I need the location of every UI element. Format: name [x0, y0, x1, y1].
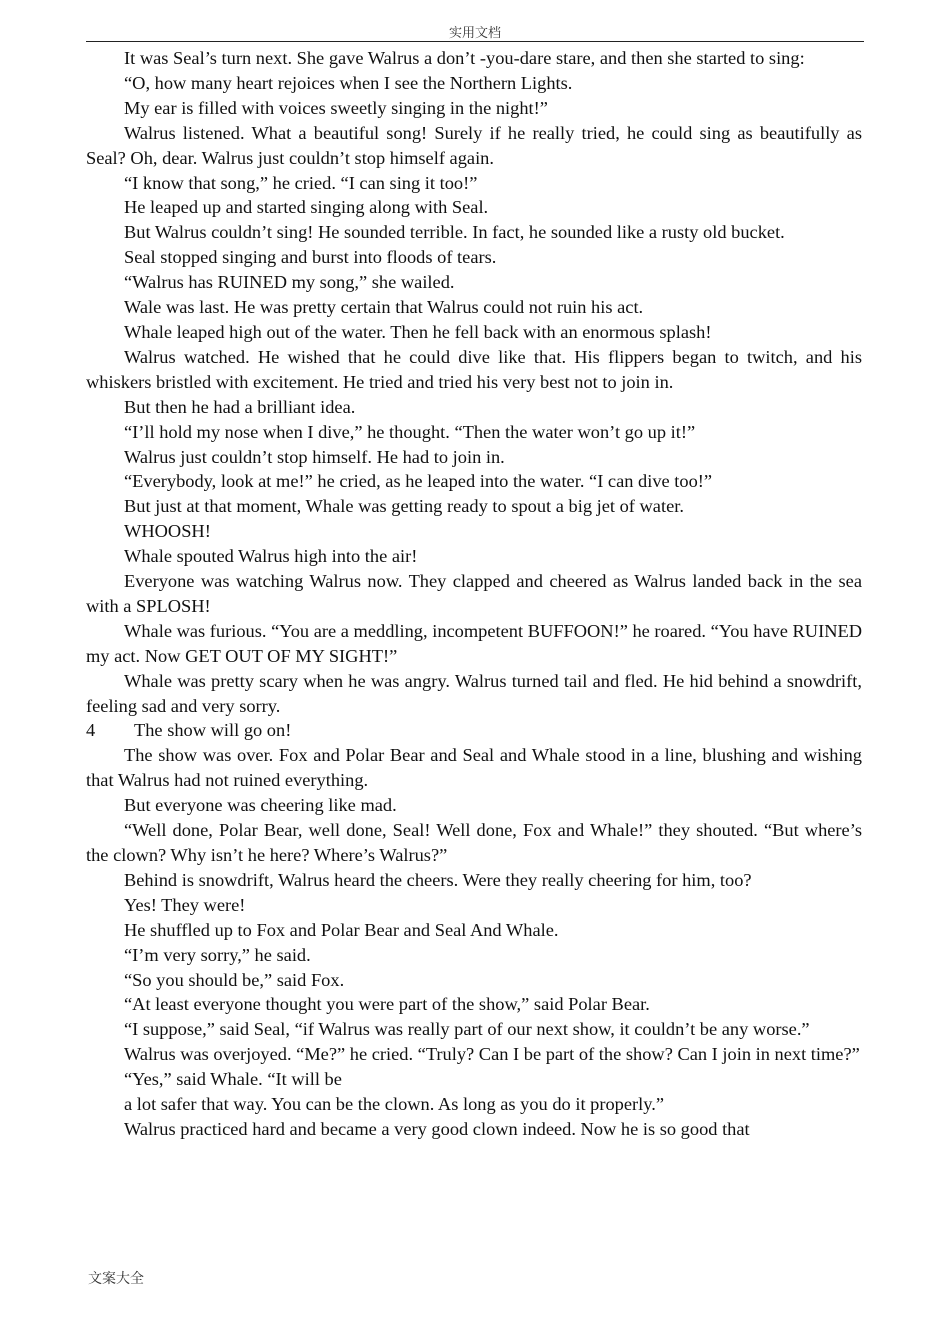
paragraph: “Well done, Polar Bear, well done, Seal! Well done, Fox and Whale!” they shouted. “But where’s the clown? Why isn’t he here? Where’s Walrus?” — [86, 820, 862, 865]
paragraph: Behind is snowdrift, Walrus heard the cheers. Were they really cheering for him, too? — [124, 869, 752, 890]
paragraph: WHOOSH! — [124, 521, 211, 542]
page-header: 实用文档 — [448, 25, 501, 40]
section-heading — [86, 718, 862, 743]
paragraph: He shuffled up to Fox and Polar Bear and Seal And Whale. — [124, 919, 559, 940]
paragraph: “I’m very sorry,” he said. — [124, 944, 311, 965]
paragraph: “Yes,” said Whale. “It will be — [124, 1069, 342, 1090]
page-footer: 文案大全 — [88, 1272, 144, 1287]
paragraph: Yes! They were! — [124, 894, 246, 915]
paragraph: Whale was pretty scary when he was angry. Walrus turned tail and fled. He hid behind a snowdrift, feeling sad and very sorry. — [86, 670, 862, 716]
document-body — [86, 46, 862, 1142]
paragraph: Whale spouted Walrus high into the air! — [124, 546, 418, 567]
paragraph: “Walrus has RUINED my song,” she wailed. — [124, 272, 455, 293]
section-number: 4 — [86, 720, 96, 741]
paragraph: a lot safer that way. You can be the clown. As long as you do it properly.” — [124, 1094, 665, 1115]
paragraph: It was Seal’s turn next. She gave Walrus a don’t -you-dare stare, and then she started to sing: — [124, 48, 805, 68]
paragraph: Wale was last. He was pretty certain that Walrus could not ruin his act. — [124, 297, 644, 318]
paragraph: But then he had a brilliant idea. — [124, 396, 356, 417]
paragraph: “I know that song,” he cried. “I can sing it too!” — [124, 172, 478, 193]
paragraph: The show was over. Fox and Polar Bear and Seal and Whale stood in a line, blushing and wishing that Walrus had not ruined everything. — [86, 745, 862, 791]
paragraph: Whale leaped high out of the water. Then he fell back with an enormous splash! — [124, 321, 712, 342]
paragraph: But everyone was cheering like mad. — [124, 795, 397, 816]
paragraph: “So you should be,” said Fox. — [124, 969, 345, 990]
paragraph: Walrus was overjoyed. “Me?” he cried. “Truly? Can I be part of the show? Can I join in next time?” — [124, 1044, 860, 1065]
paragraph: But just at that moment, Whale was getting ready to spout a big jet of water. — [124, 496, 684, 517]
paragraph: “I suppose,” said Seal, “if Walrus was really part of our next show, it couldn’t be any worse.” — [124, 1019, 810, 1040]
paragraph: Walrus listened. What a beautiful song! Surely if he really tried, he could sing as beautifully as Seal? Oh, dear. Walrus just couldn’t stop himself again. — [86, 122, 862, 168]
paragraph: He leaped up and started singing along with Seal. — [124, 197, 489, 218]
section-title: The show will go on! — [134, 720, 292, 741]
paragraph: Walrus watched. He wished that he could dive like that. His flippers began to twitch, and his whiskers bristled with excitement. He tried and tried his very best not to join in. — [86, 346, 862, 392]
paragraph: Whale was furious. “You are a meddling, incompetent BUFFOON!” he roared. “You have RUINED my act. Now GET OUT OF MY SIGHT!” — [86, 620, 862, 666]
paragraph: “I’ll hold my nose when I dive,” he thought. “Then the water won’t go up it!” — [124, 421, 696, 442]
paragraph: Walrus practiced hard and became a very good clown indeed. Now he is so good that — [124, 1118, 750, 1139]
paragraph: Everyone was watching Walrus now. They clapped and cheered as Walrus landed back in the sea with a SPLOSH! — [86, 571, 862, 616]
paragraph: But Walrus couldn’t sing! He sounded terrible. In fact, he sounded like a rusty old bucket. — [124, 222, 785, 243]
paragraph: “O, how many heart rejoices when I see the Northern Lights. — [124, 72, 573, 93]
paragraph: “At least everyone thought you were part of the show,” said Polar Bear. — [124, 994, 650, 1015]
paragraph: Walrus just couldn’t stop himself. He had to join in. — [124, 446, 505, 467]
paragraph: My ear is filled with voices sweetly singing in the night!” — [124, 97, 548, 118]
header-rule — [86, 41, 864, 42]
paragraph: Seal stopped singing and burst into floods of tears. — [124, 247, 497, 268]
paragraph: “Everybody, look at me!” he cried, as he leaped into the water. “I can dive too!” — [124, 471, 713, 492]
